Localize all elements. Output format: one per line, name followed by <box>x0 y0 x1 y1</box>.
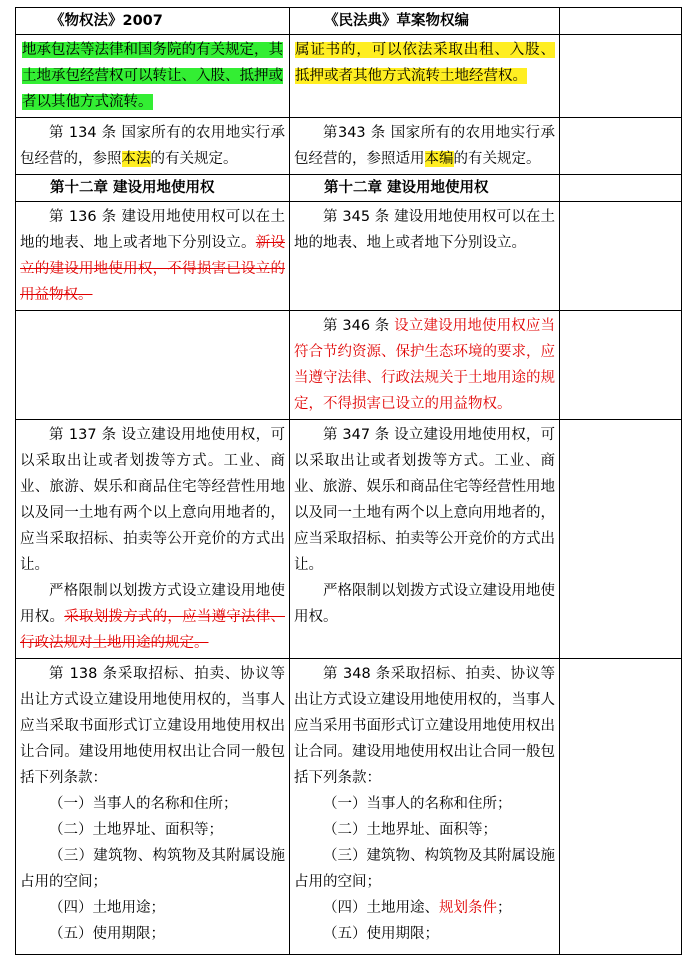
chapter-left: 第十二章 建设用地使用权 <box>16 175 290 202</box>
highlight-term: 本编 <box>424 151 454 167</box>
article-text-2: 严格限制以划拨方式设立建设用地使用权。 <box>294 583 555 625</box>
article-text: 建设用地使用权可以在土地的地表、地上或者地下分别设立。 <box>294 209 556 251</box>
highlight-term: 本法 <box>121 151 151 167</box>
header-right: 《民法典》草案物权编 <box>290 8 560 35</box>
article-number: 第 138 条 <box>49 666 118 682</box>
article-text: 设立建设用地使用权，可以采取出让或者划拨等方式。工业、商业、旅游、娱乐和商品住宅等经营性用地以及同一土地有两个以上意向用地者的，应当采取招标、拍卖等公开竞价的方式出让。 <box>294 427 556 573</box>
list-item-text: （四）土地用途、 <box>323 900 439 916</box>
article-text: 建设用地使用权可以在土地的地表、地上或者地下分别设立。 <box>20 209 285 251</box>
list-item: （一）当事人的名称和住所； <box>323 796 512 812</box>
article-number: 第 137 条 <box>49 427 117 443</box>
row-land-contract <box>16 35 682 118</box>
article-number: 第 134 条 <box>49 125 117 141</box>
list-item: （五）使用期限； <box>323 926 439 942</box>
article-text: 采取招标、拍卖、协议等出让方式设立建设用地使用权的，当事人应当采取书面形式订立建设用地使用权出让合同。建设用地使用权出让合同一般包括下列条款： <box>20 666 285 786</box>
left-highlight-text: 地承包法等法律和国务院的有关规定，其土地承包经营权可以转让、入股、抵押或者以其他方式流转。 <box>22 42 283 110</box>
comparison-table <box>15 7 682 955</box>
row-article-134 <box>16 118 682 175</box>
deleted-text: 采取划拨方式的，应当遵守法律、行政法规对土地用途的规定。 <box>20 609 286 651</box>
list-item: （一）当事人的名称和住所； <box>49 796 238 812</box>
article-number: 第 345 条 <box>323 209 390 225</box>
chapter-row <box>16 175 682 202</box>
article-number: 第 348 条 <box>323 666 391 682</box>
list-item: （三）建筑物、构筑物及其附属设施占用的空间； <box>294 848 555 890</box>
right-highlight-text: 属证书的，可以依法采取出租、入股、抵押或者其他方式流转土地经营权。 <box>295 42 555 84</box>
deleted-text: 新设立的建设用地使用权，不得损害已设立的用益物权。 <box>20 235 286 303</box>
article-text-end: 的有关规定。 <box>150 151 238 167</box>
list-item: （五）使用期限； <box>49 926 165 942</box>
row-article-137 <box>16 420 682 659</box>
header-left: 《物权法》2007 <box>16 8 290 35</box>
article-text-end: 的有关规定。 <box>453 151 541 167</box>
article-text: 设立建设用地使用权，可以采取出让或者划拨等方式。工业、商业、旅游、娱乐和商品住宅等经营性用地以及同一土地有两个以上意向用地者的，应当采取招标、拍卖等公开竞价的方式出让。 <box>20 427 285 573</box>
article-text: 国家所有的农用地实行承包经营的，参照 <box>20 125 285 167</box>
list-item: （二）土地界址、面积等； <box>49 822 223 838</box>
article-text: 采取招标、拍卖、协议等出让方式设立建设用地使用权的，当事人应当采用书面形式订立建设用地使用权出让合同。建设用地使用权出让合同一般包括下列条款： <box>294 666 555 786</box>
added-text: 设立建设用地使用权应当符合节约资源、保护生态环境的要求，应当遵守法律、行政法规关于土地用途的规定，不得损害已设立的用益物权。 <box>294 318 556 412</box>
row-article-346 <box>16 311 682 420</box>
chapter-right: 第十二章 建设用地使用权 <box>290 175 560 202</box>
list-item-end: ； <box>497 900 512 916</box>
article-number: 第343 条 <box>323 125 386 141</box>
row-article-136 <box>16 202 682 311</box>
article-text: 国家所有的农用地实行承包经营的，参照适用 <box>294 125 555 167</box>
added-text: 规划条件 <box>439 900 497 916</box>
list-item: （三）建筑物、构筑物及其附属设施占用的空间； <box>20 848 285 890</box>
article-number: 第 346 条 <box>323 318 390 334</box>
row-article-138 <box>16 659 682 955</box>
article-number: 第 136 条 <box>49 209 117 225</box>
list-item: （四）土地用途； <box>49 900 165 916</box>
article-number: 第 347 条 <box>323 427 390 443</box>
header-third <box>560 8 682 35</box>
list-item <box>294 895 555 921</box>
header-row <box>16 8 682 35</box>
article-text-2: 严格限制以划拨方式设立建设用地使用权。 <box>20 583 285 625</box>
list-item: （二）土地界址、面积等； <box>323 822 497 838</box>
